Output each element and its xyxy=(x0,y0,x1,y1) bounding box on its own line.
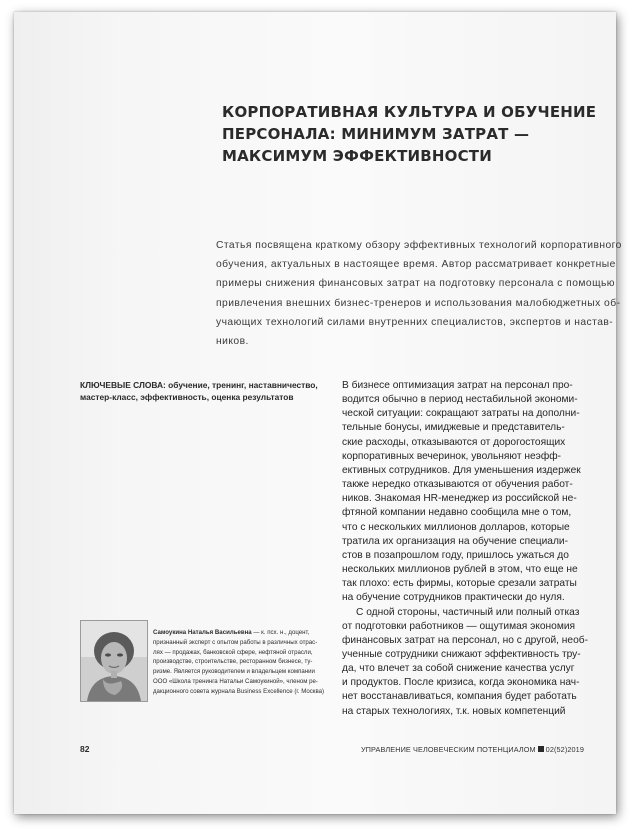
bio-line xyxy=(153,628,325,638)
article-title-line: КОРПОРАТИВНАЯ КУЛЬТУРА И ОБУЧЕНИЕ xyxy=(222,103,597,121)
journal-footer xyxy=(361,745,584,754)
abstract-line: Статья посвящена краткому обзору эффективных технологий корпоративного xyxy=(216,240,622,251)
bio-line: признанный эксперт с опытом работы в различных отрас- xyxy=(153,638,318,646)
body-line: водится обычно в период нестабильной экономи- xyxy=(342,394,578,406)
body-line: ческой ситуации: сокращают затраты на дополни- xyxy=(342,408,580,420)
body-line: стов в позапрошлом году, пришлось ужаться до xyxy=(342,549,569,561)
article-abstract xyxy=(216,236,622,351)
author-portrait-image xyxy=(81,621,147,701)
article-title-line: МАКСИМУМ ЭФФЕКТИВНОСТИ xyxy=(222,147,492,165)
abstract-line: ников. xyxy=(216,336,249,348)
abstract-line: примеры снижения финансовых затрат на подготовку персонала с помощью xyxy=(216,278,615,290)
body-line: так плохо: есть фирмы, которые срезали затраты xyxy=(342,578,577,590)
body-line: В бизнесе оптимизация затрат на персонал про- xyxy=(342,380,573,391)
bio-line: лях — продажах, банковской сфере, нефтяной отрасли, xyxy=(153,648,313,656)
body-line: ученные сотрудники снижают эффективность тру- xyxy=(342,648,581,660)
body-line: тратила их организация на обучение специали- xyxy=(342,535,568,547)
article-title-line: ПЕРСОНАЛА: МИНИМУМ ЗАТРАТ — xyxy=(222,125,530,143)
article-body xyxy=(342,379,604,719)
body-line: С одной стороны, частичный или полный отказ xyxy=(356,606,580,618)
bio-line: ООО «Школа тренинга Натальи Самоукиной», членом ре- xyxy=(153,677,318,685)
body-line: тельные бонусы, имиджевые и представитель- xyxy=(342,422,565,434)
square-separator-icon xyxy=(538,746,544,752)
author-photo xyxy=(80,620,148,702)
body-line: также нередко отказываются от обучения работ- xyxy=(342,479,573,491)
body-line: на обучение сотрудников практически до нуля. xyxy=(342,592,565,604)
author-bio xyxy=(153,628,325,697)
body-line: корпоративных вечеринок, увольняют неэфф- xyxy=(342,450,561,462)
keywords-line: мастер-класс, эффективность, оценка результатов xyxy=(80,391,294,402)
body-line: и продуктов. После кризиса, когда экономика нач- xyxy=(342,677,580,689)
author-name: Самоукина Наталья Васильевна xyxy=(153,629,252,636)
body-line: фтяной компании недавно сообщила мне о том, xyxy=(342,507,572,519)
page-number: 82 xyxy=(80,744,90,754)
bio-line: дакционного совета журнала Business Excellence (г. Москва) xyxy=(153,687,325,695)
bio-first-fragment: — к. псх. н., доцент, xyxy=(251,629,310,636)
body-line: да, что влечет за собой снижение качества услуг xyxy=(342,663,575,675)
body-line: нет восстанавливаться, компания будет работать xyxy=(342,691,577,703)
body-line: ские расходы, отказываются от дорогостоящих xyxy=(342,436,566,448)
body-line: нескольких миллионов рублей в этом, что еще не xyxy=(342,564,578,576)
body-line: ников. Знакомая HR-менеджер из российской не- xyxy=(342,493,577,505)
body-line: от подготовки работников — ощутимая экономия xyxy=(342,620,576,632)
keywords-line: КЛЮЧЕВЫЕ СЛОВА: обучение, тренинг, наставничество, xyxy=(80,380,318,390)
issue-number: 02(52)2019 xyxy=(545,745,584,754)
body-line: на старых технологиях, т.к. новых компетенций xyxy=(342,705,566,717)
keywords-block xyxy=(80,380,320,403)
article-title xyxy=(222,101,597,167)
journal-name: УПРАВЛЕНИЕ ЧЕЛОВЕЧЕСКИМ ПОТЕНЦИАЛОМ xyxy=(360,745,536,754)
abstract-line: учающих технологий силами внутренних специалистов, экспертов и настав- xyxy=(216,316,614,328)
body-line: что с нескольких миллионов долларов, которые xyxy=(342,521,570,533)
abstract-line: обучения, актуальных в настоящее время. Автор рассматривает конкретные xyxy=(216,259,616,271)
abstract-line: привлечения внешних бизнес-тренеров и использования малобюджетных об- xyxy=(216,297,621,309)
bio-line: производстве, строительстве, ресторанном бизнесе, ту- xyxy=(153,658,313,666)
body-line: ективных сотрудников. Для уменьшения издержек xyxy=(342,464,581,476)
body-line: финансовых затрат на персонал, но с другой, необ- xyxy=(342,634,588,646)
bio-line: ризме. Является руководителем и владельцем компании xyxy=(153,668,315,676)
